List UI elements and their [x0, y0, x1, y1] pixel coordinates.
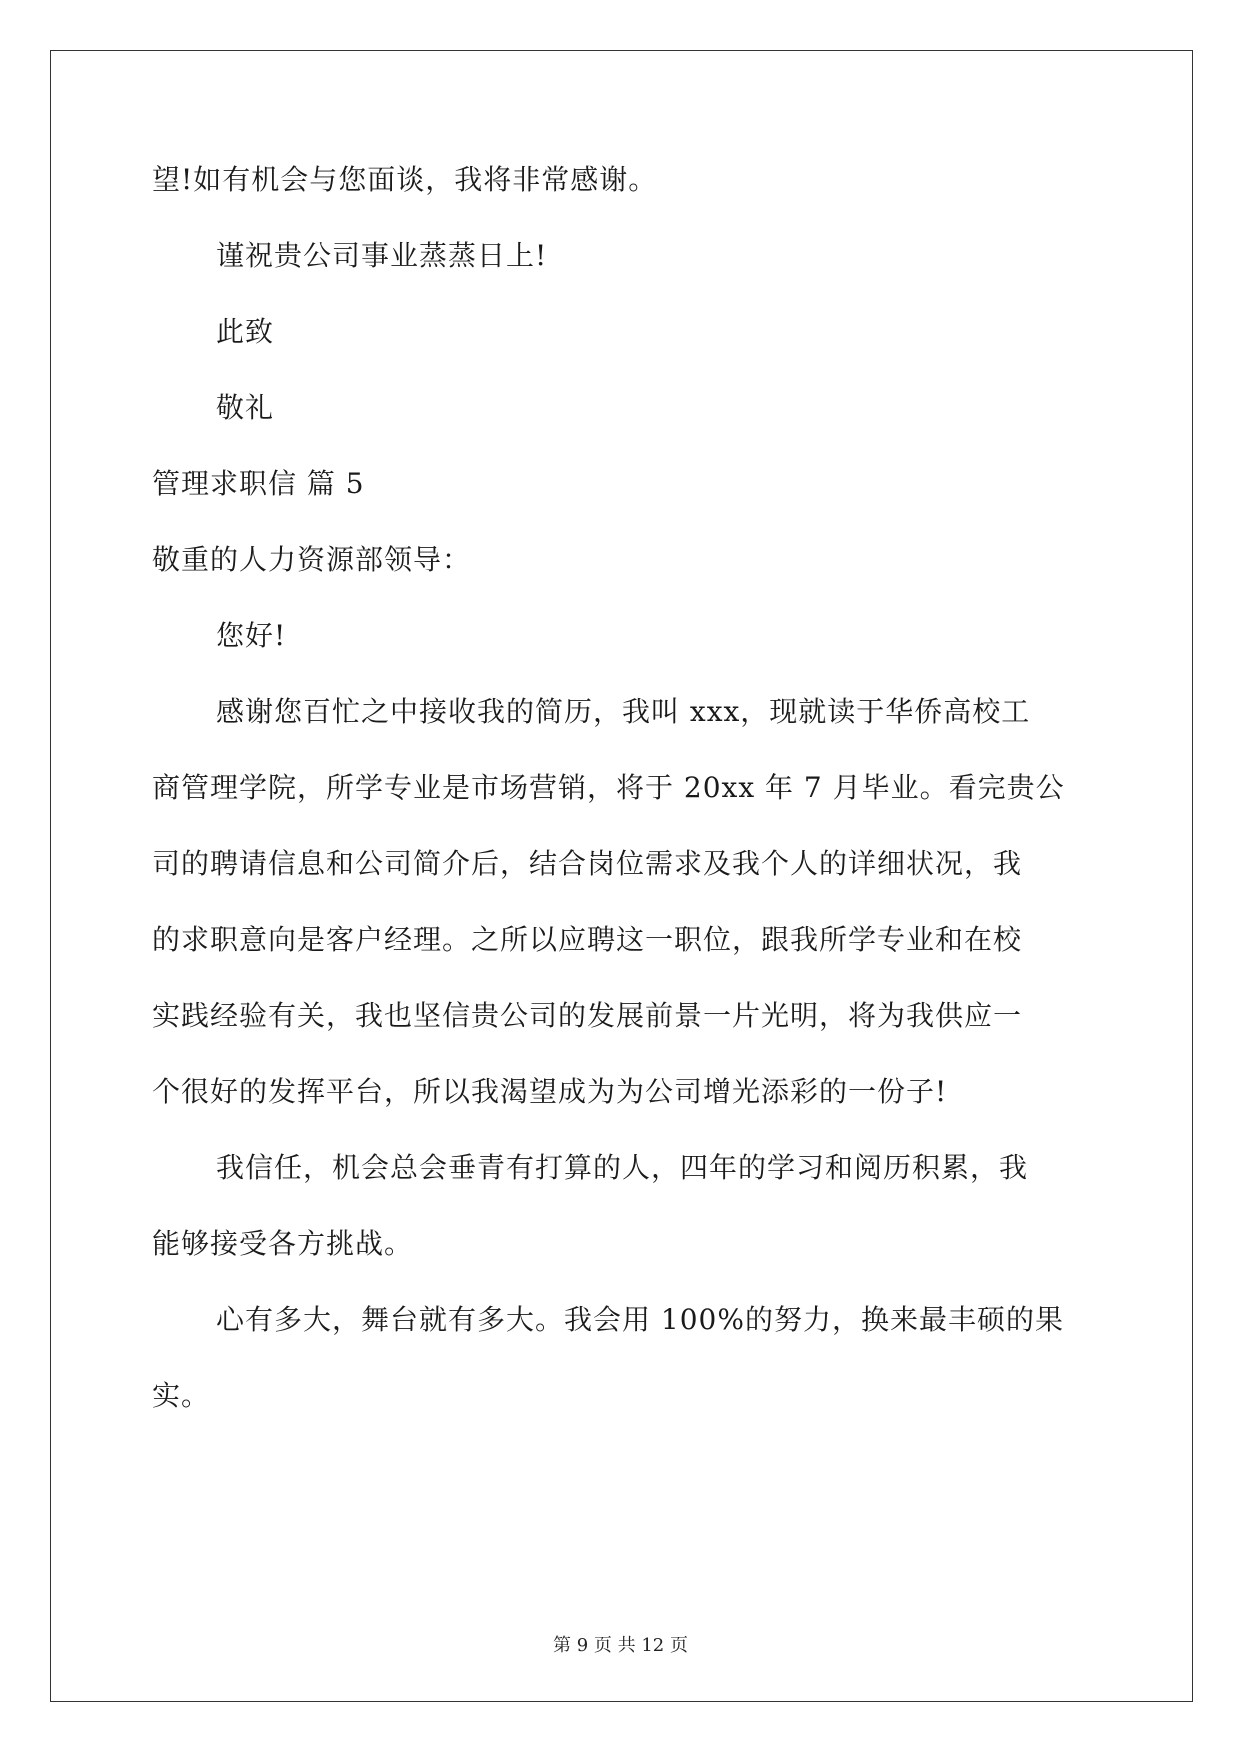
text-line: 此致 — [216, 315, 275, 348]
section-heading: 管理求职信 篇 5 — [152, 467, 365, 500]
page-number: 第 9 页 共 12 页 — [553, 1635, 688, 1656]
text-line: 实践经验有关，我也坚信贵公司的发展前景一片光明，将为我供应一 — [152, 999, 1023, 1032]
text-line: 我信任，机会总会垂青有打算的人，四年的学习和阅历积累，我 — [216, 1151, 1029, 1184]
text-line: 敬礼 — [216, 391, 275, 424]
text-line: 实。 — [152, 1379, 211, 1412]
text-line: 个很好的发挥平台，所以我渴望成为为公司增光添彩的一份子! — [152, 1075, 948, 1108]
text-line: 司的聘请信息和公司简介后，结合岗位需求及我个人的详细状况，我 — [152, 847, 1023, 880]
text-line: 心有多大，舞台就有多大。我会用 100%的努力，换来最丰硕的果 — [216, 1303, 1064, 1336]
greeting: 您好! — [216, 619, 287, 652]
text-line: 商管理学院，所学专业是市场营销，将于 20xx 年 7 月毕业。看完贵公 — [152, 771, 1065, 804]
salutation: 敬重的人力资源部领导： — [152, 543, 472, 576]
document-body — [152, 163, 1092, 1455]
text-line: 谨祝贵公司事业蒸蒸日上! — [216, 239, 548, 272]
text-line: 望!如有机会与您面谈，我将非常感谢。 — [152, 163, 658, 196]
text-line: 的求职意向是客户经理。之所以应聘这一职位，跟我所学专业和在校 — [152, 923, 1023, 956]
text-line: 能够接受各方挑战。 — [152, 1227, 414, 1260]
text-line: 感谢您百忙之中接收我的简历，我叫 xxx，现就读于华侨高校工 — [216, 695, 1031, 728]
